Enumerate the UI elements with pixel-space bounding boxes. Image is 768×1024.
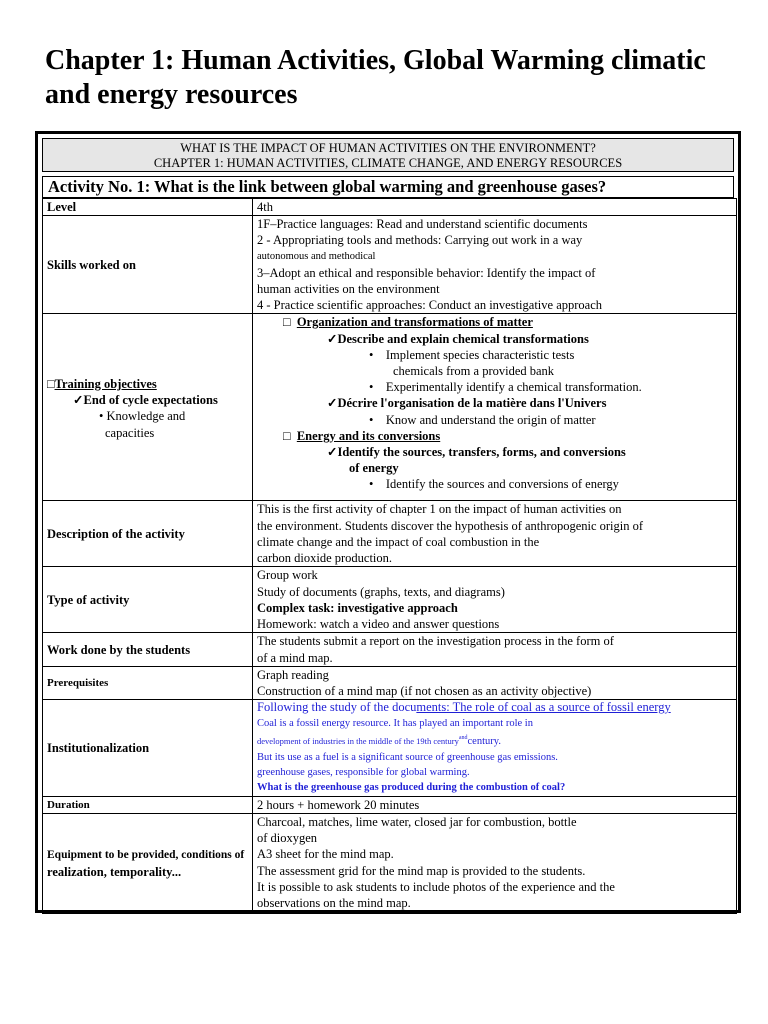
inst-heading: ments: The role of coal as a source of fossil energy [416, 700, 671, 715]
equipment-value: Charcoal, matches, lime water, closed jar for combustion, bottle of dioxygen A3 sheet for the mind map. The assessment grid for the mind map is provided to the students. It is possible to ask students to include photos of the experience and the observations on the mind map. [253, 814, 737, 914]
work-label: Work done by the students [43, 633, 253, 666]
duration-value: 2 hours + homework 20 minutes [253, 796, 737, 813]
checkbox-icon: □ [283, 428, 297, 443]
table-row [43, 314, 737, 501]
objective-item: • Know and understand the origin of matter [369, 412, 596, 427]
prereq-value: Graph reading Construction of a mind map (if not chosen as an activity objective) [253, 666, 737, 699]
header-chapter: CHAPTER 1: HUMAN ACTIVITIES, CLIMATE CHANGE, AND ENERGY RESOURCES [153, 156, 623, 170]
theme-title: Organization and transformations of matter [296, 315, 533, 330]
theme-title: Energy and its conversions [296, 428, 441, 443]
expectation: ✓ Describe and explain chemical transformations [257, 331, 732, 347]
checkbox-icon: □ [283, 315, 297, 330]
inst-value: Following the study of the documents: The role of coal as a source of fossil energy Coal is a fossil energy resource. It has played an important role in development of industries in the middle of the 19th century$^{and}$century. But its use as a fuel is a significant source of greenhouse gas emissions. greenhouse gases, responsible for global warming. What is the greenhouse gas produced during the combustion of coal? [253, 700, 737, 797]
skill-item: 2 - Appropriating tools and methods: Carrying out work in a way [257, 233, 583, 248]
expectation: of energy [349, 461, 399, 476]
sheet-header [42, 138, 734, 172]
objective-item: • Implement species characteristic tests [369, 347, 575, 362]
level-value: 4th [253, 199, 737, 216]
header-question: WHAT IS THE IMPACT OF HUMAN ACTIVITIES ON THE ENVIRONMENT? [180, 141, 596, 155]
prereq-label: Prerequisites [43, 666, 253, 699]
description-value: This is the first activity of chapter 1 on the impact of human activities on the environment. Students discover the hypothesis of anthropogenic origin of climate change and the impact of coal combustion in the carbon dioxide production. [253, 501, 737, 567]
training-sub: capacities [105, 425, 155, 440]
page-title: Chapter 1: Human Activities, Global Warming climatic and energy resources [45, 45, 706, 110]
table-row [43, 814, 737, 914]
type-label: Type of activity [43, 567, 253, 633]
duration-label: Duration [43, 796, 253, 813]
table-row [43, 633, 737, 666]
bullet-icon: • [369, 477, 386, 492]
table-row [43, 501, 737, 567]
table-row [43, 666, 737, 699]
table-row [43, 567, 737, 633]
training-value [253, 314, 737, 501]
skills-label: Skills worked on [43, 216, 253, 314]
skill-item: autonomous and methodical [257, 250, 376, 262]
activity-sheet [35, 131, 741, 913]
training-label: Training objectives [54, 377, 157, 392]
bullet-icon: • [369, 412, 386, 427]
skill-item: 1F–Practice languages: Read and understand scientific documents [257, 217, 588, 232]
activity-table [42, 198, 737, 914]
table-row [43, 796, 737, 813]
skill-item: 3–Adopt an ethical and responsible behavior: Identify the impact of [257, 265, 596, 280]
bullet-icon: • [99, 409, 107, 424]
training-label-cell [43, 314, 253, 501]
skill-item: 4 - Practice scientific approaches: Conduct an investigative approach [257, 298, 603, 313]
activity-title: Activity No. 1: What is the link between global warming and greenhouse gases? [42, 176, 734, 198]
objective-item: chemicals from a provided bank [393, 364, 555, 379]
expectation: ✓ Décrire l'organisation de la matière dans l'Univers [257, 395, 732, 411]
type-value: Group work Study of documents (graphs, texts, and diagrams) Complex task: investigative approach Homework: watch a video and answer questions [253, 567, 737, 633]
table-row [43, 700, 737, 797]
skills-value [253, 216, 737, 314]
checkbox-icon: □ [47, 377, 55, 392]
training-sub: ✓ End of cycle expectations [47, 392, 248, 408]
level-label: Level [43, 199, 253, 216]
skill-item: human activities on the environment [257, 282, 440, 297]
description-label: Description of the activity [43, 501, 253, 567]
training-sub: • Knowledge and [99, 409, 186, 424]
inst-question: What is the greenhouse gas produced during the combustion of coal? [257, 782, 566, 794]
expectation: ✓ Identify the sources, transfers, forms, and conversions [257, 444, 732, 460]
work-value: The students submit a report on the investigation process in the form of of a mind map. [253, 633, 737, 666]
objective-item: • Experimentally identify a chemical transformation. [369, 380, 642, 395]
table-row [43, 216, 737, 314]
inst-label: Institutionalization [43, 700, 253, 797]
objective-item: • Identify the sources and conversions of energy [369, 477, 619, 492]
table-row [43, 199, 737, 216]
bullet-icon: • [369, 347, 386, 362]
equipment-label: Equipment to be provided, conditions of realization, temporality... [43, 814, 253, 914]
bullet-icon: • [369, 380, 386, 395]
